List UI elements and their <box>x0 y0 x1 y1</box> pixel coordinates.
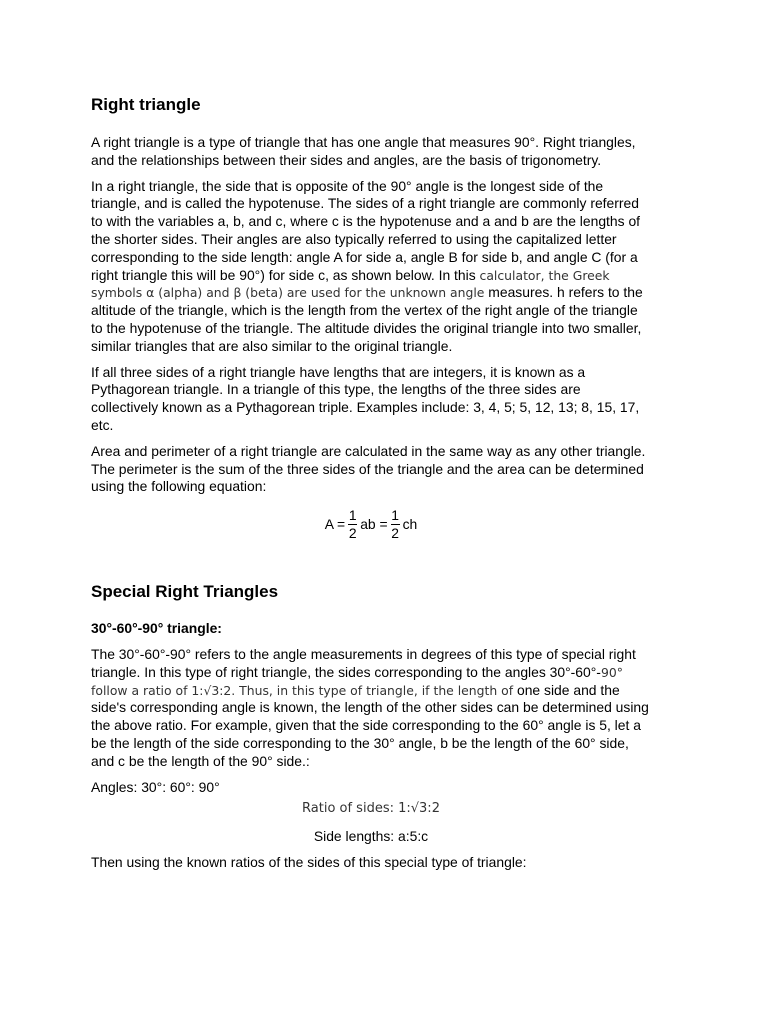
paragraph-intro: A right triangle is a type of triangle that has one angle that measures 90°. Right triangles, and the relationships between their sides and angles, are the basis of trigonometry. <box>91 134 636 168</box>
formula-rhs: ch <box>402 516 418 533</box>
area-formula <box>91 502 651 546</box>
angles-line: Angles: 30°: 60°: 90° <box>91 778 220 795</box>
paragraph-pythagorean: If all three sides of a right triangle have lengths that are integers, it is known as a Pythagorean triangle. In a triangle of this type, the lengths of the three sides are collectively known as a Pythagorean triple. Examples include: 3, 4, 5; 5, 12, 13; 8, 15, 17, etc. <box>91 363 640 433</box>
formula-fraction-1 <box>348 508 357 541</box>
section-title-right-triangle: Right triangle <box>91 95 201 114</box>
paragraph-hypotenuse-greek: calculator, the Greek symbols α (alpha) and β (beta) are used for the unknown angle <box>91 267 610 301</box>
paragraph-30-60-90 <box>91 646 651 771</box>
section-title-special-right-triangles: Special Right Triangles <box>91 582 279 602</box>
paragraph-hypotenuse <box>91 178 651 356</box>
ratio-of-sides: Ratio of sides: 1:√3:2 <box>302 801 440 817</box>
paragraph-hypotenuse-part3: measures. h refers to the altitude of the triangle, which is the length from the vertex of the right angle of the triangle to the hypotenuse of the triangle. The altitude divides the original triangle into two smaller, similar triangles that are also similar to the original triangle. <box>91 284 643 354</box>
fraction-2-denominator: 2 <box>391 524 399 541</box>
formula-mid: ab = <box>360 516 388 533</box>
paragraph-30-60-90-ratio-text: 90° follow a ratio of 1:√3:2. Thus, in this type of triangle, if the length of <box>91 664 623 698</box>
formula-lhs: A = <box>324 516 346 533</box>
side-lengths: Side lengths: a:5:c <box>313 828 429 845</box>
paragraph-30-60-90-part3: one side and the side's corresponding angle is known, the length of the other sides can be determined using the above ratio. For example, given that the side corresponding to the 60° angle is 5, let a be the length of the side corresponding to the 30° angle, b be the length of the 60° side, and c be the length of the 90° side.: <box>91 681 649 769</box>
subsection-title-30-60-90: 30°-60°-90° triangle: <box>91 620 222 637</box>
paragraph-area-perimeter: Area and perimeter of a right triangle are calculated in the same way as any other triangle. The perimeter is the sum of the three sides of the triangle and the area can be determined using the following equation: <box>91 442 646 495</box>
paragraph-hypotenuse-part1: In a right triangle, the side that is opposite of the 90° angle is the longest side of the triangle, and is called the hypotenuse. The sides of a right triangle are commonly referred to with the variables a, b, and c, where c is the hypotenuse and a and b are the lengths of the shorter sides. Their angles are also typically referred to using the capitalized letter corresponding to the side length: angle A for side a, angle B for side b, and angle C (for a right triangle this will be 90°) for side c, as shown below. In this <box>91 177 641 283</box>
fraction-1-denominator: 2 <box>348 524 357 541</box>
formula-fraction-2 <box>391 508 400 541</box>
paragraph-30-60-90-part1: The 30°-60°-90° refers to the angle measurements in degrees of this type of special right triangle. In this type of right triangle, the sides corresponding to the angles 30°-60°- <box>91 645 636 680</box>
paragraph-closing: Then using the known ratios of the sides of this special type of triangle: <box>91 853 527 870</box>
fraction-1-numerator: 1 <box>348 506 357 523</box>
document-content <box>91 95 651 872</box>
fraction-2-numerator: 1 <box>391 506 399 523</box>
